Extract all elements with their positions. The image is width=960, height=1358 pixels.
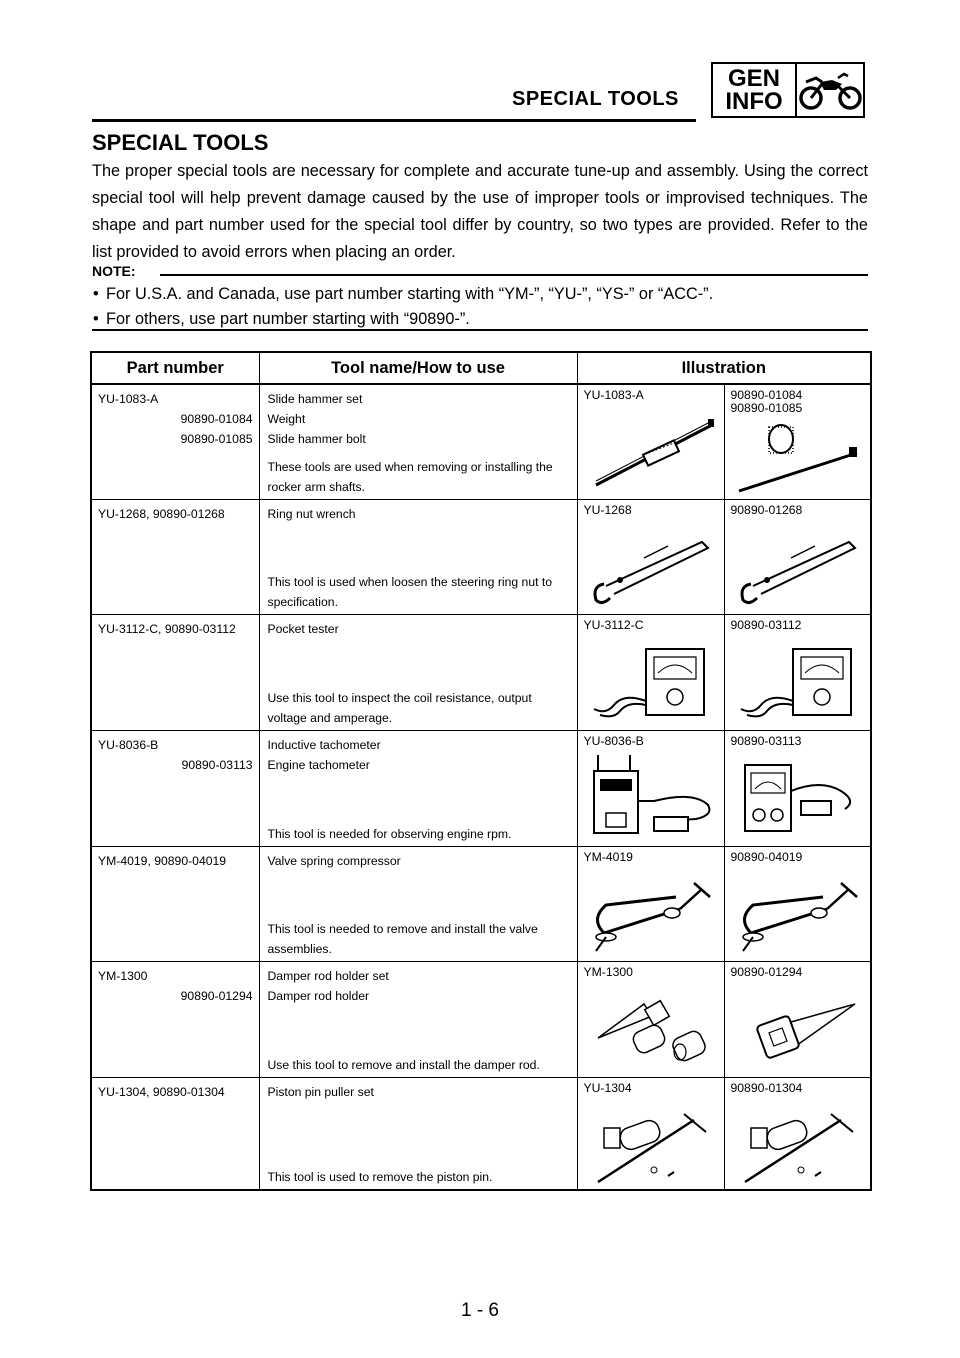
- gen-info-badge: [711, 62, 865, 118]
- weight-bolt-illustration: [731, 421, 865, 501]
- illustration-label: 90890-01304: [730, 1080, 803, 1095]
- illustration-cell: [577, 384, 724, 499]
- illustration-cell: [724, 499, 871, 614]
- illustration-cell: [724, 961, 871, 1077]
- illustration-cell: [577, 614, 724, 730]
- part-number-cell: [91, 961, 259, 1077]
- header-title: SPECIAL TOOLS: [512, 88, 679, 110]
- part-number-cell: [91, 614, 259, 730]
- inductive-tachometer-illustration: [584, 751, 718, 837]
- illustration-label: YU-1304: [583, 1080, 632, 1095]
- illustration-cell: [577, 1077, 724, 1190]
- piston-pin-puller-illustration: [731, 1106, 865, 1186]
- illustration-label: 90890-01084: [730, 388, 803, 402]
- tool-usage: This tool is used to remove the piston pin.: [267, 1170, 493, 1184]
- illustration-cell: [724, 384, 871, 499]
- valve-spring-compressor-illustration: [731, 875, 865, 955]
- part-number-cell: [91, 846, 259, 961]
- illustration-label: YU-3112-C: [583, 617, 644, 632]
- tool-name: Slide hammer set: [267, 392, 363, 406]
- tool-cell: [259, 961, 577, 1077]
- page-number: 1 - 6: [460, 1300, 500, 1321]
- tool-cell: [259, 499, 577, 614]
- damper-rod-holder-set-illustration: [584, 990, 718, 1070]
- table-row: [91, 499, 871, 614]
- table-header-row: [91, 352, 871, 384]
- tool-name: Valve spring compressor: [267, 853, 401, 868]
- tool-cell: [259, 614, 577, 730]
- illustration-cell: [724, 614, 871, 730]
- part-number: 90890-01084: [180, 412, 253, 426]
- illustration-label: YU-8036-B: [583, 733, 644, 748]
- tool-usage: This tool is used when loosen the steering ring nut to specification.: [267, 574, 553, 609]
- part-number: YM-1300: [98, 968, 148, 983]
- illustration-label: 90890-04019: [730, 849, 803, 864]
- tool-name: Damper rod holder: [267, 988, 370, 1003]
- ring-nut-wrench-illustration: [731, 528, 865, 608]
- tool-cell: [259, 384, 577, 499]
- table-row: [91, 730, 871, 846]
- pocket-tester-illustration: [584, 643, 718, 723]
- note-bottom-rule: [92, 329, 868, 331]
- tool-cell: [259, 730, 577, 846]
- illustration-cell: [577, 730, 724, 846]
- tool-name: Engine tachometer: [267, 757, 370, 772]
- note-item: • For U.S.A. and Canada, use part number starting with “YM-”, “YU-”, “YS-” or “ACC-”.: [92, 282, 868, 307]
- tool-usage: These tools are used when removing or installing the rocker arm shafts.: [267, 459, 553, 494]
- illustration-label: 90890-03113: [730, 733, 802, 748]
- header-part-number: Part number: [91, 352, 259, 384]
- ring-nut-wrench-illustration: [584, 528, 718, 608]
- illustration-label: YU-1268: [583, 502, 632, 517]
- tool-name: Weight: [267, 412, 306, 426]
- table-row: [91, 1077, 871, 1190]
- intro-paragraph: The proper special tools are necessary for complete and accurate tune-up and assembly. Using the correct special tool will help prevent damage caused by the use of improper tools or improvised techniques. The shape and part number used for the special tool differ by country, so two types are provided. Refer to the list provided to avoid errors when placing an order.: [92, 162, 868, 261]
- table-row: [91, 846, 871, 961]
- motorcycle-icon: [797, 64, 863, 116]
- header-tool-name: Tool name/How to use: [259, 352, 577, 384]
- part-number-cell: [91, 499, 259, 614]
- part-number: YU-1268, 90890-01268: [98, 506, 225, 521]
- illustration-cell: [724, 846, 871, 961]
- table-row: [91, 961, 871, 1077]
- illustration-cell: [724, 1077, 871, 1190]
- valve-spring-compressor-illustration: [584, 875, 718, 955]
- badge-line-2: INFO: [725, 88, 783, 115]
- part-number: YM-4019, 90890-04019: [98, 853, 227, 868]
- part-number-cell: [91, 384, 259, 499]
- header-illustration: Illustration: [577, 352, 871, 384]
- note-list: [92, 282, 868, 332]
- damper-rod-holder-illustration: [731, 990, 865, 1070]
- part-number-cell: [91, 1077, 259, 1190]
- part-number: YU-3112-C, 90890-03112: [98, 621, 236, 636]
- tool-usage: Use this tool to remove and install the damper rod.: [267, 1057, 540, 1072]
- badge-line-1: GEN: [727, 65, 780, 92]
- special-tools-table: [90, 351, 872, 1191]
- piston-pin-puller-illustration: [584, 1106, 718, 1186]
- illustration-cell: [724, 730, 871, 846]
- tool-cell: [259, 1077, 577, 1190]
- illustration-cell: [577, 499, 724, 614]
- tool-usage: This tool is needed for observing engine rpm.: [267, 826, 512, 841]
- illustration-label: YM-4019: [583, 849, 633, 864]
- part-number: YU-8036-B: [98, 737, 159, 752]
- table-row: [91, 614, 871, 730]
- section-title: SPECIAL TOOLS: [92, 130, 269, 155]
- illustration-label: 90890-01294: [730, 964, 803, 979]
- table-row: [91, 384, 871, 499]
- illustration-label: 90890-01085: [730, 401, 803, 415]
- part-number-cell: [91, 730, 259, 846]
- tool-cell: [259, 846, 577, 961]
- header-rule: [92, 119, 696, 122]
- part-number: YU-1083-A: [98, 392, 159, 406]
- tool-usage: This tool is needed to remove and install the valve assemblies.: [267, 921, 538, 956]
- illustration-cell: [577, 961, 724, 1077]
- tool-name: Damper rod holder set: [267, 968, 389, 983]
- slide-hammer-illustration: [584, 413, 718, 493]
- illustration-label: 90890-01268: [730, 502, 803, 517]
- part-number: YU-1304, 90890-01304: [98, 1084, 225, 1099]
- engine-tachometer-illustration: [731, 751, 865, 837]
- tool-name: Piston pin puller set: [267, 1084, 374, 1099]
- part-number: 90890-03113: [181, 757, 253, 772]
- tool-name: Slide hammer bolt: [267, 432, 366, 446]
- illustration-label: YU-1083-A: [583, 388, 644, 402]
- illustration-cell: [577, 846, 724, 961]
- tool-name: Pocket tester: [267, 621, 339, 636]
- tool-name: Inductive tachometer: [267, 737, 381, 752]
- note-rule: [160, 274, 868, 276]
- note-label: NOTE:: [92, 263, 136, 279]
- tool-usage: Use this tool to inspect the coil resistance, output voltage and amperage.: [267, 690, 532, 725]
- part-number: 90890-01294: [180, 988, 253, 1003]
- illustration-label: 90890-03112: [730, 617, 802, 632]
- tool-name: Ring nut wrench: [267, 506, 356, 521]
- part-number: 90890-01085: [180, 432, 253, 446]
- note-item: • For others, use part number starting with “90890-”.: [92, 307, 868, 332]
- pocket-tester-illustration: [731, 643, 865, 723]
- badge-text: [713, 64, 797, 116]
- illustration-label: YM-1300: [583, 964, 633, 979]
